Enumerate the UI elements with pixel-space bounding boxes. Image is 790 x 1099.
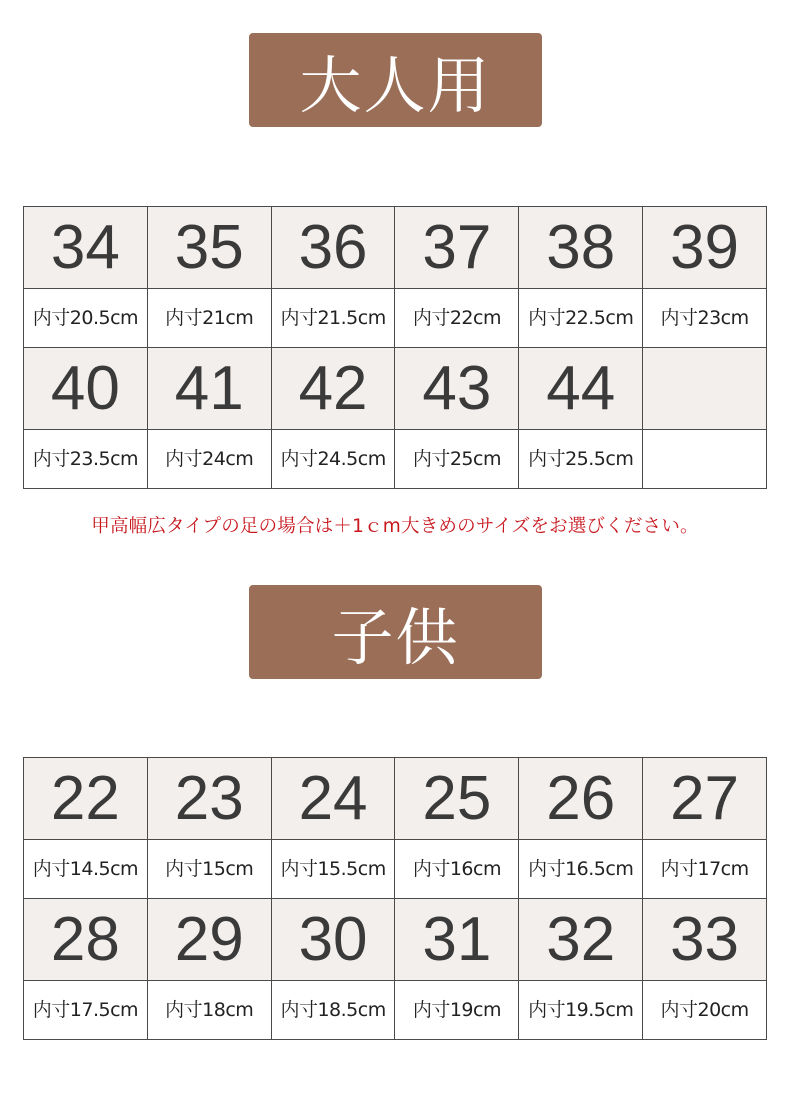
- size-number: 44: [519, 348, 643, 430]
- size-number: 36: [271, 207, 395, 289]
- length-row: [24, 430, 767, 489]
- inner-length: 内寸25.5cm: [519, 430, 643, 489]
- size-number: 43: [395, 348, 519, 430]
- size-number: 30: [271, 899, 395, 981]
- kids-section-banner: [249, 585, 542, 679]
- length-row: [24, 289, 767, 348]
- inner-length: 内寸23cm: [643, 289, 767, 348]
- size-number: 26: [519, 758, 643, 840]
- inner-length: 内寸22.5cm: [519, 289, 643, 348]
- size-number: 39: [643, 207, 767, 289]
- adult-section-banner: [249, 33, 542, 127]
- sizing-note: 甲高幅広タイプの足の場合は＋1ｃm大きめのサイズをお選びください。: [91, 516, 699, 537]
- size-row: [24, 348, 767, 430]
- size-number: 42: [271, 348, 395, 430]
- inner-length: 内寸16.5cm: [519, 840, 643, 899]
- size-number: 40: [24, 348, 148, 430]
- inner-length: 内寸14.5cm: [24, 840, 148, 899]
- inner-length: 内寸18.5cm: [271, 981, 395, 1040]
- adult-section-title: 大人用: [299, 48, 492, 122]
- empty-length-cell: [643, 430, 767, 489]
- inner-length: 内寸20.5cm: [24, 289, 148, 348]
- size-number: 37: [395, 207, 519, 289]
- size-row: [24, 758, 767, 840]
- inner-length: 内寸24.5cm: [271, 430, 395, 489]
- inner-length: 内寸24cm: [147, 430, 271, 489]
- size-number: 38: [519, 207, 643, 289]
- length-row: [24, 840, 767, 899]
- inner-length: 内寸22cm: [395, 289, 519, 348]
- size-row: [24, 207, 767, 289]
- inner-length: 内寸15.5cm: [271, 840, 395, 899]
- inner-length: 内寸21cm: [147, 289, 271, 348]
- length-row: [24, 981, 767, 1040]
- size-number: 24: [271, 758, 395, 840]
- size-number: 27: [643, 758, 767, 840]
- size-number: 41: [147, 348, 271, 430]
- inner-length: 内寸17.5cm: [24, 981, 148, 1040]
- inner-length: 内寸15cm: [147, 840, 271, 899]
- inner-length: 内寸23.5cm: [24, 430, 148, 489]
- kids-size-table: [23, 757, 767, 1040]
- size-number: 35: [147, 207, 271, 289]
- adult-size-table: [23, 206, 767, 489]
- size-number: 23: [147, 758, 271, 840]
- size-number: 31: [395, 899, 519, 981]
- size-row: [24, 899, 767, 981]
- inner-length: 内寸16cm: [395, 840, 519, 899]
- inner-length: 内寸25cm: [395, 430, 519, 489]
- kids-section-title: 子供: [331, 600, 460, 674]
- size-number: 34: [24, 207, 148, 289]
- size-number: 28: [24, 899, 148, 981]
- size-number: 33: [643, 899, 767, 981]
- inner-length: 内寸19.5cm: [519, 981, 643, 1040]
- empty-size-cell: [643, 348, 767, 430]
- inner-length: 内寸17cm: [643, 840, 767, 899]
- size-number: 25: [395, 758, 519, 840]
- inner-length: 内寸20cm: [643, 981, 767, 1040]
- inner-length: 内寸18cm: [147, 981, 271, 1040]
- size-number: 22: [24, 758, 148, 840]
- size-number: 32: [519, 899, 643, 981]
- inner-length: 内寸21.5cm: [271, 289, 395, 348]
- size-number: 29: [147, 899, 271, 981]
- inner-length: 内寸19cm: [395, 981, 519, 1040]
